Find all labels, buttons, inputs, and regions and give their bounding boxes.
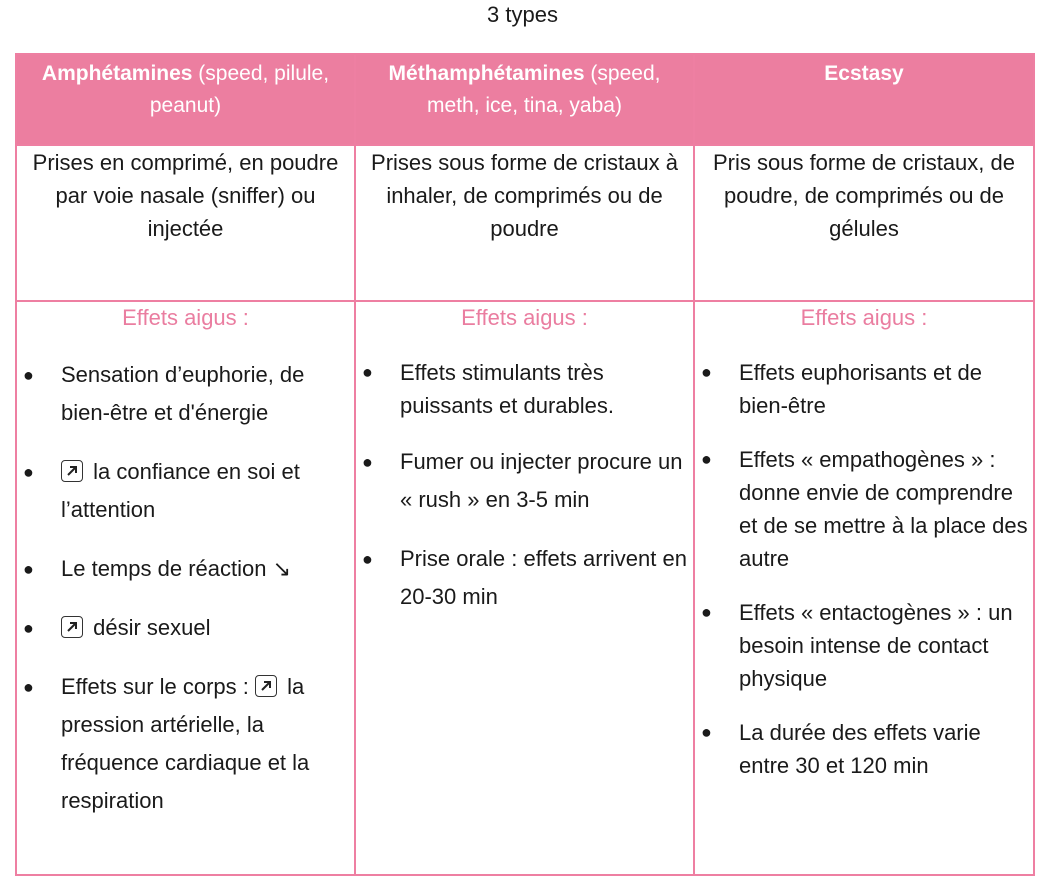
effects-list bbox=[17, 356, 354, 820]
drug-types-table bbox=[15, 53, 1035, 876]
list-item: ● Effets stimulants très puissants et durables. bbox=[362, 360, 615, 418]
effects-list bbox=[695, 356, 1033, 782]
effect-text: La durée des effets varie entre 30 et 120 min bbox=[739, 720, 981, 778]
list-item: ● Effets « entactogènes » : un besoin intense de contact physique bbox=[701, 600, 1013, 691]
header-name: Ecstasy bbox=[824, 62, 904, 85]
intake-methamphetamines: Prises sous forme de cristaux à inhaler, de comprimés ou de poudre bbox=[355, 145, 694, 301]
effect-text: Prise orale : effets arrivent en 20-30 min bbox=[400, 546, 687, 609]
list-item: ● Sensation d’euphorie, de bien-être et d'énergie bbox=[23, 362, 305, 425]
list-item: ● Fumer ou injecter procure un « rush » en 3-5 min bbox=[362, 449, 683, 512]
list-item: ● Effets euphorisants et de bien-être bbox=[701, 360, 982, 418]
effect-text: Effets « entactogènes » : un besoin intense de contact physique bbox=[739, 600, 1013, 691]
header-amphetamines bbox=[16, 54, 355, 145]
table-header-row bbox=[16, 54, 1034, 145]
effects-methamphetamines bbox=[355, 301, 694, 875]
list-item: ● la confiance en soi et l’attention bbox=[23, 459, 300, 522]
header-aliases: (speed, meth, ice, tina, yaba) bbox=[427, 62, 661, 117]
arrow-up-right-box-icon bbox=[255, 675, 277, 697]
effect-text: Effets « empathogènes » : donne envie de comprendre et de se mettre à la place des autre bbox=[739, 447, 1028, 571]
list-item: ● Effets « empathogènes » : donne envie de comprendre et de se mettre à la place des autre bbox=[701, 447, 1028, 571]
effect-text: Le temps de réaction bbox=[61, 556, 273, 581]
effect-text: la pression artérielle, la fréquence cardiaque et la respiration bbox=[61, 674, 310, 813]
intake-amphetamines: Prises en comprimé, en poudre par voie nasale (sniffer) ou injectée bbox=[16, 145, 355, 301]
list-item: ● Prise orale : effets arrivent en 20-30 min bbox=[362, 546, 687, 609]
effects-heading: Effets aigus : bbox=[122, 305, 249, 330]
list-item: ● La durée des effets varie entre 30 et 120 min bbox=[701, 720, 981, 778]
arrow-up-right-box-icon bbox=[61, 460, 83, 482]
effect-text: la confiance en soi et l’attention bbox=[61, 459, 300, 522]
list-item: ● Effets sur le corps : la pression artérielle, la fréquence cardiaque et la respiration bbox=[23, 674, 310, 813]
effects-row bbox=[16, 301, 1034, 875]
effects-ecstasy bbox=[694, 301, 1034, 875]
effect-text: Effets euphorisants et de bien-être bbox=[739, 360, 982, 418]
list-item: ● Le temps de réaction ↘ bbox=[23, 556, 292, 581]
intake-ecstasy: Pris sous forme de cristaux, de poudre, de comprimés ou de gélules bbox=[694, 145, 1034, 301]
effect-text: Effets stimulants très puissants et durables. bbox=[400, 360, 615, 418]
effect-text: désir sexuel bbox=[87, 615, 211, 640]
effect-prefix: Effets sur le corps : bbox=[61, 674, 256, 699]
effects-heading: Effets aigus : bbox=[461, 305, 588, 330]
effect-text: Sensation d’euphorie, de bien-être et d'énergie bbox=[61, 362, 305, 425]
header-methamphetamines bbox=[355, 54, 694, 145]
header-name: Méthamphétamines bbox=[388, 62, 585, 85]
effects-heading: Effets aigus : bbox=[800, 305, 928, 330]
header-ecstasy bbox=[694, 54, 1034, 145]
effects-amphetamines bbox=[16, 301, 355, 875]
arrow-up-right-box-icon bbox=[61, 616, 83, 638]
list-item: ● désir sexuel bbox=[23, 615, 211, 640]
intake-row bbox=[16, 145, 1034, 301]
effect-text: Fumer ou injecter procure un « rush » en 3-5 min bbox=[400, 449, 683, 512]
arrow-down-right-icon: ↘ bbox=[272, 556, 292, 581]
page-title: 3 types bbox=[487, 2, 558, 27]
header-aliases: (speed, pilule, peanut) bbox=[149, 62, 330, 117]
header-name: Amphétamines bbox=[41, 62, 193, 85]
effects-list bbox=[356, 356, 693, 616]
